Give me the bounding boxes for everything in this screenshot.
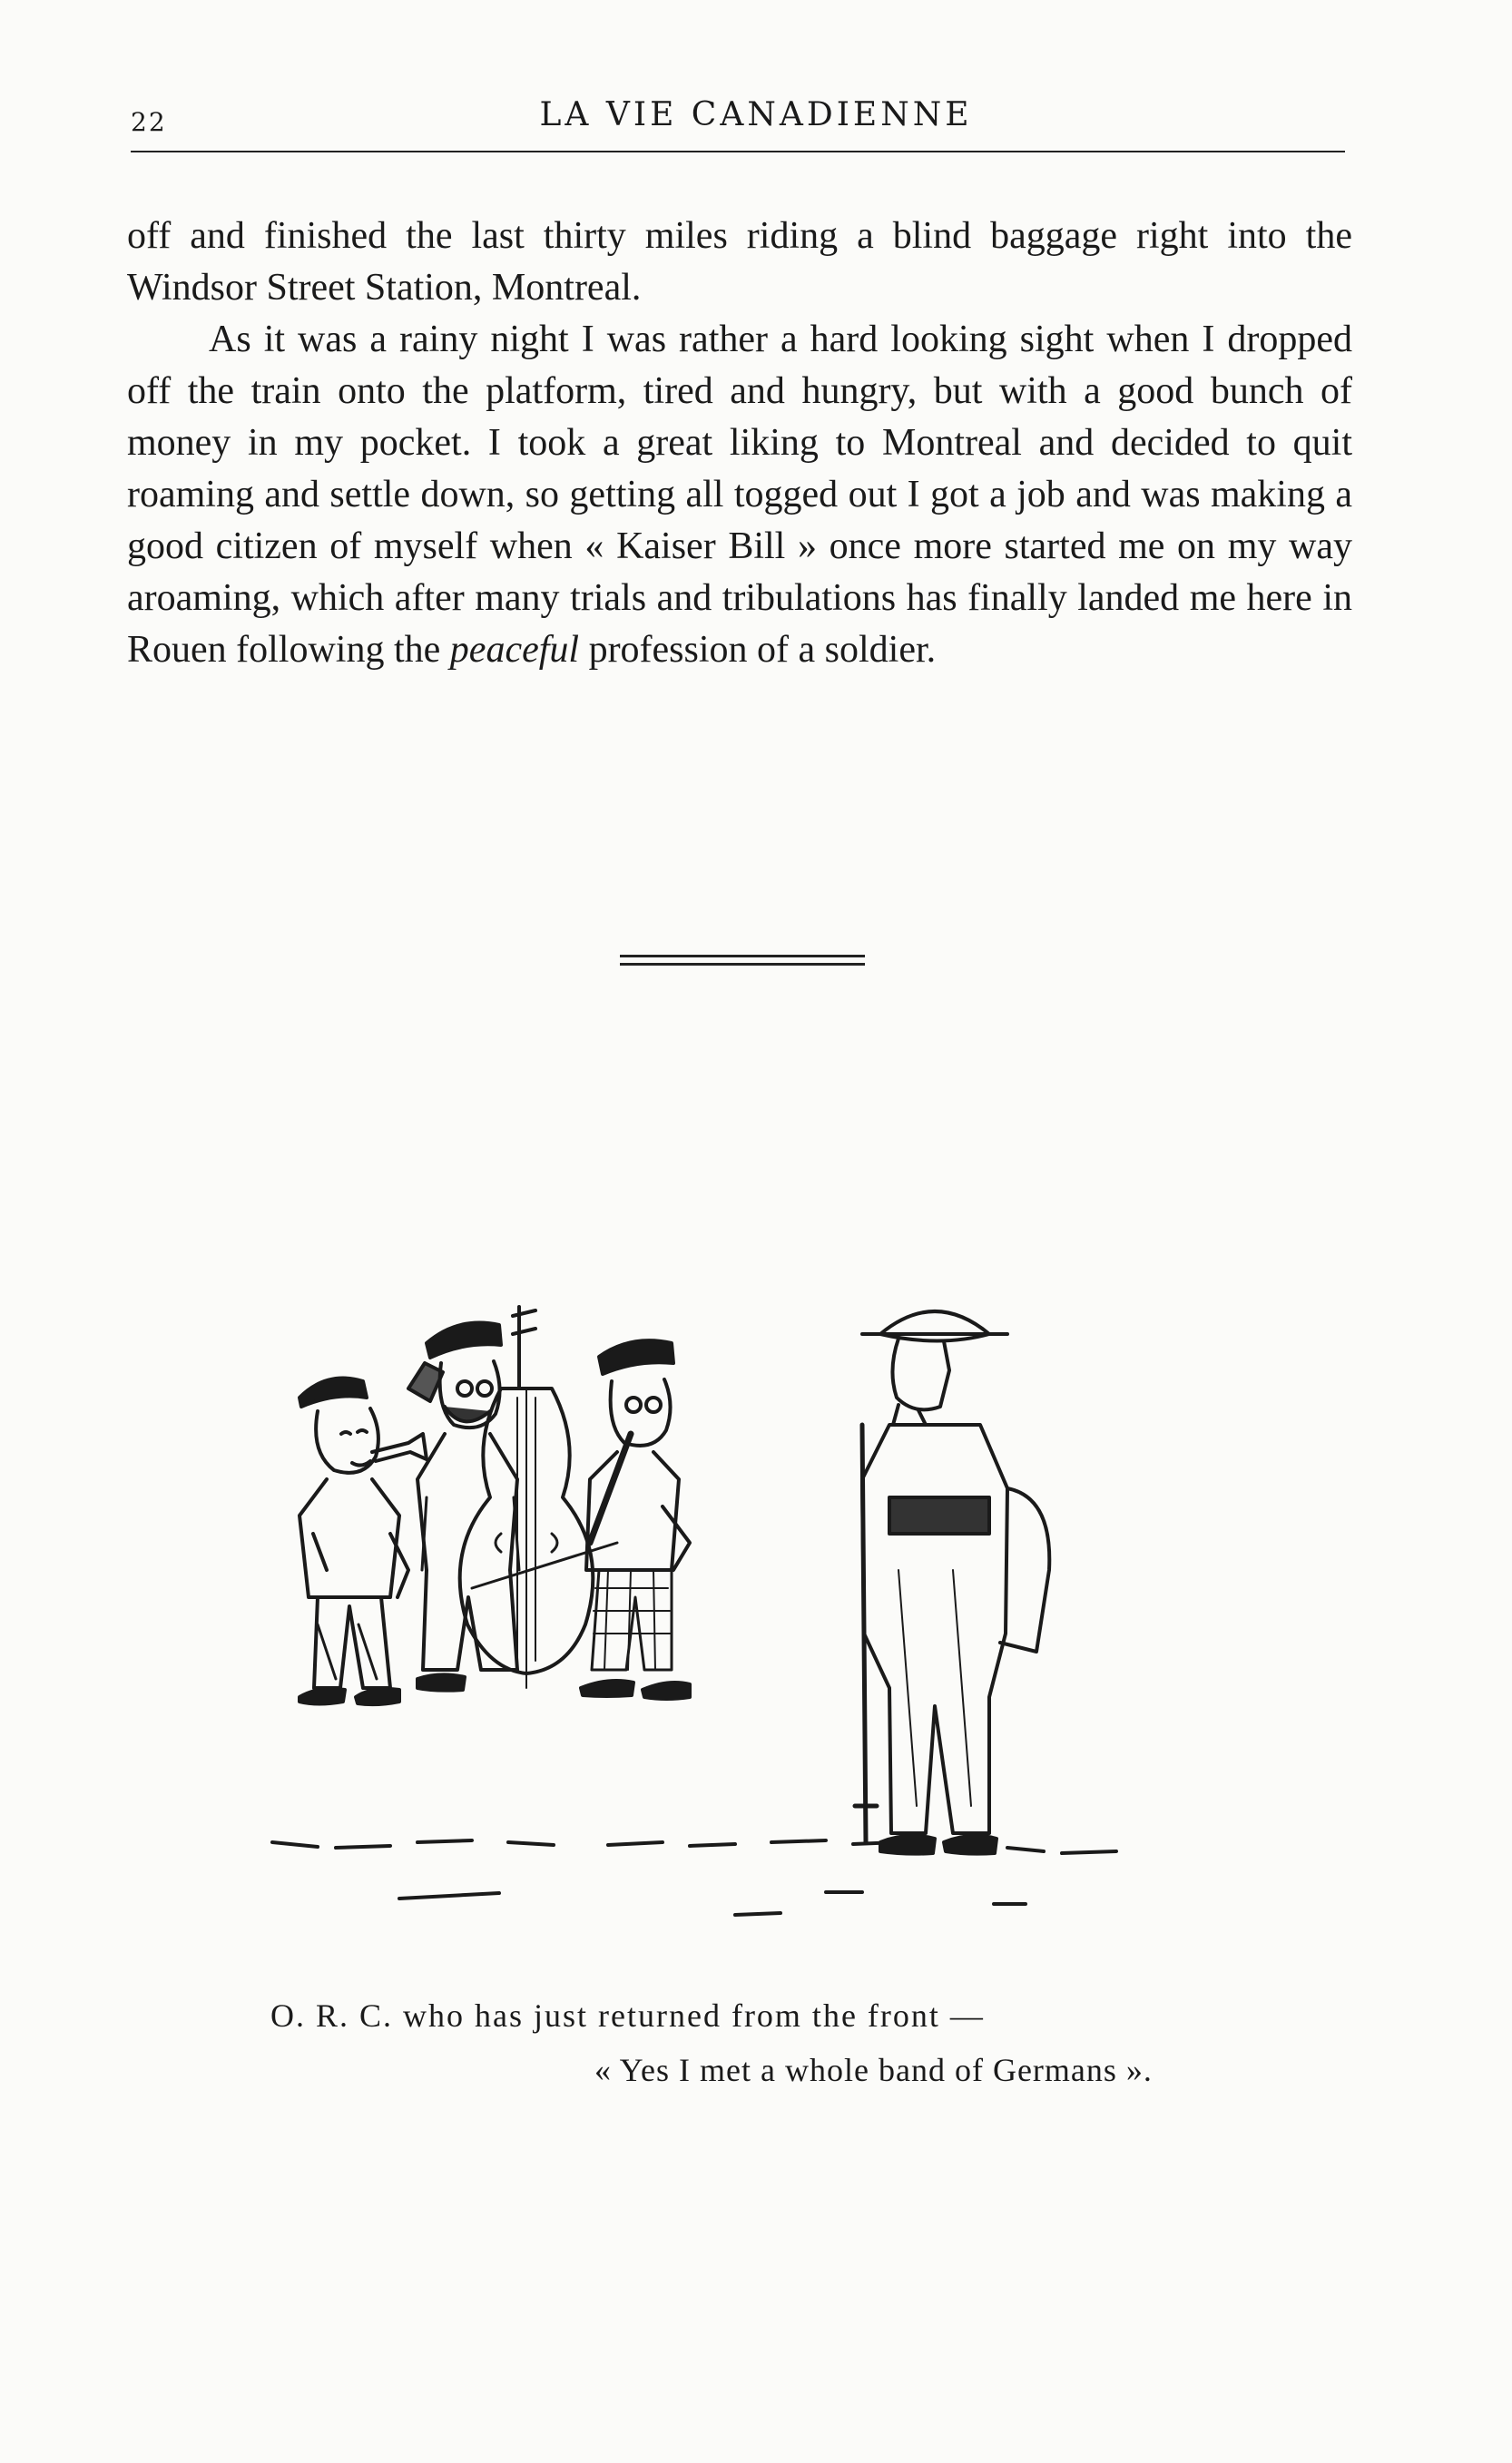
- header-rule: [131, 151, 1345, 152]
- caption-quote: « Yes I met a whole band of Germans ».: [594, 2052, 1153, 2088]
- caption-line: O. R. C. who has just returned from the front —: [270, 1997, 985, 2034]
- italic-word: peaceful: [449, 629, 580, 671]
- clarinet-player-figure: [581, 1340, 690, 1699]
- paragraph: [127, 314, 1352, 676]
- page-number: 22: [131, 107, 167, 137]
- paragraph: off and finished the last thirty miles riding a blind baggage right into the Windsor Street Station, Montreal.: [127, 215, 1352, 309]
- page-header: [0, 91, 1512, 145]
- running-title: LA VIE CANADIENNE: [539, 96, 973, 133]
- body-text: [127, 211, 1352, 676]
- cartoon-illustration: [263, 1298, 1289, 1969]
- paragraph-text: As it was a rainy night I was rather a hard looking sight when I dropped off the train onto the platform, tired and hungry, but with a good bunch of money in my pocket. I took a great liking to Montreal and decided to quit roaming and settle down, so getting all togged out I got a job and was making a good citizen of myself when « Kaiser Bill » once more started me on my way aroaming, which after many trials and tribulations has finally landed me here in Rouen following the: [127, 319, 1352, 671]
- soldier-figure: [855, 1311, 1049, 1854]
- paragraph-text-end: profession of a soldier.: [588, 629, 937, 671]
- section-separator: [620, 955, 865, 971]
